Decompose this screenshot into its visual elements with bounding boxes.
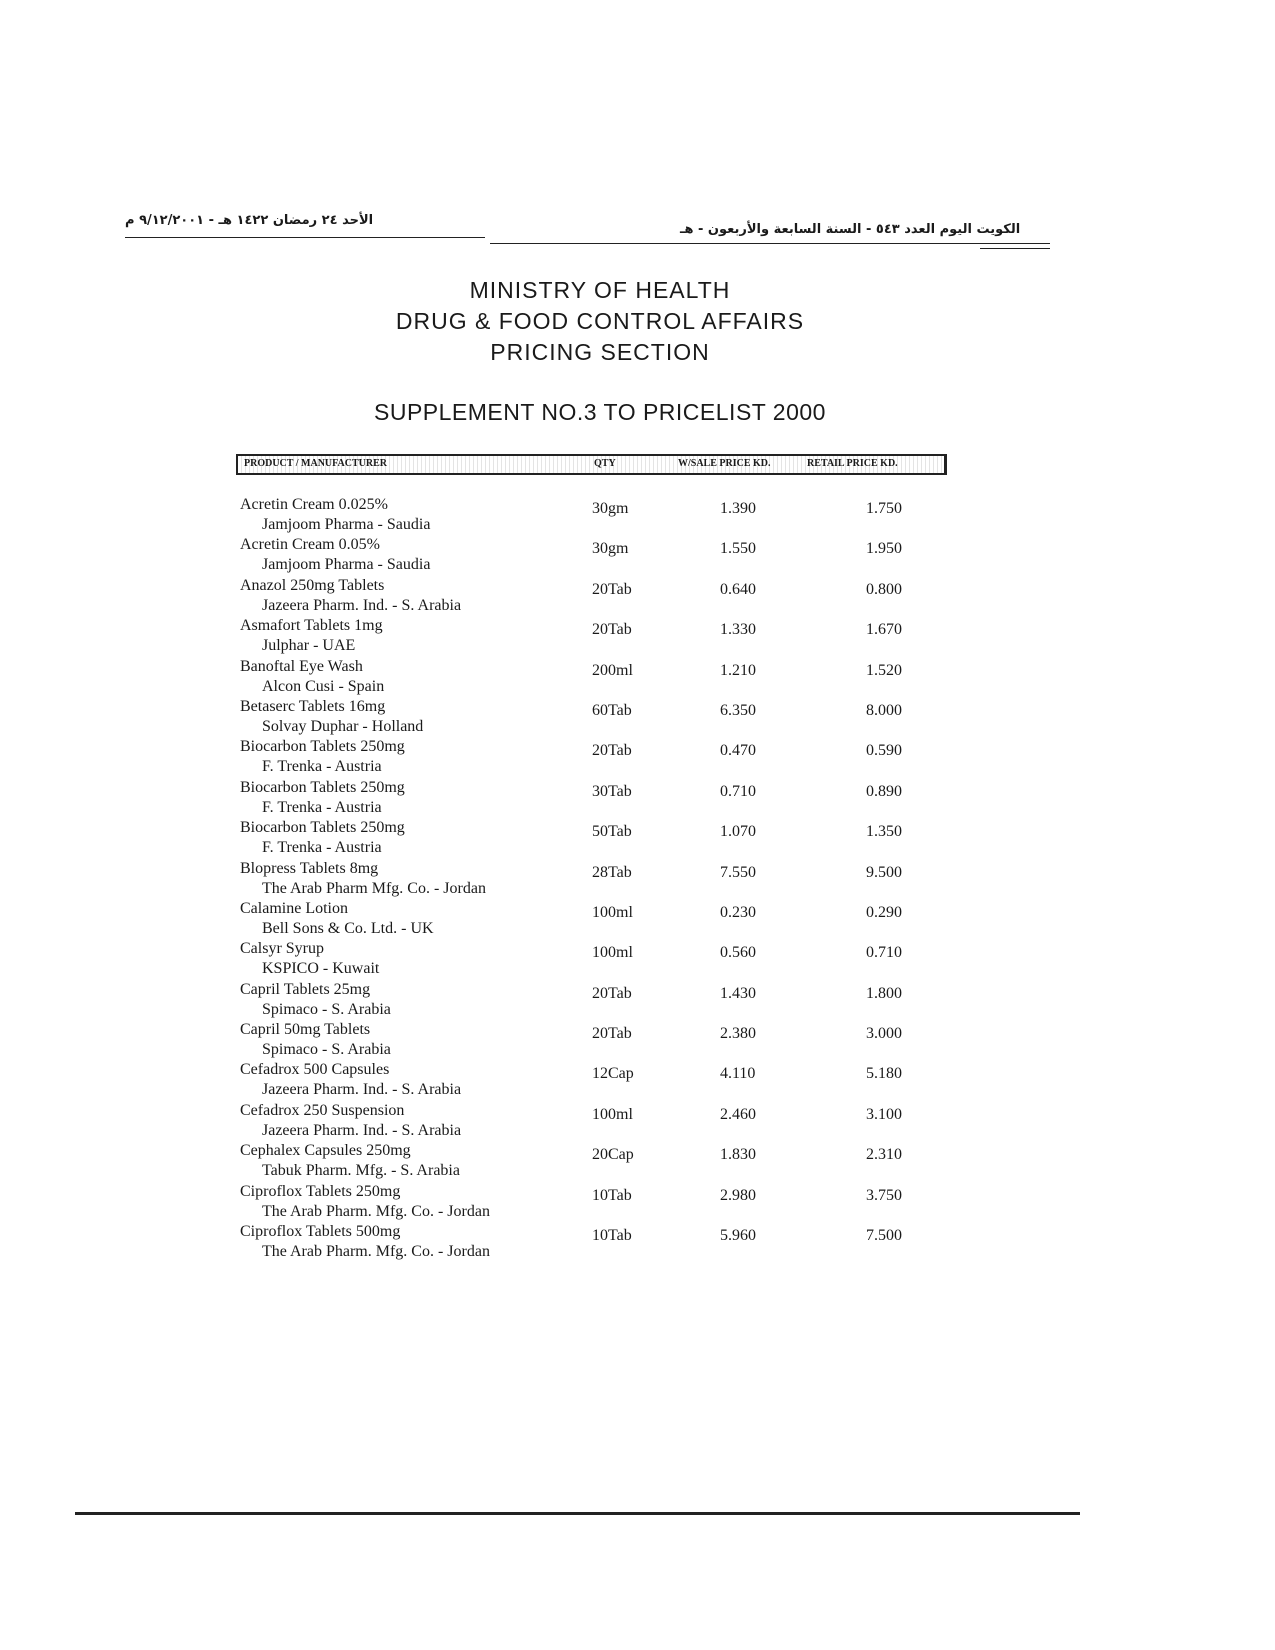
table-row xyxy=(236,1183,956,1223)
wholesale-price: 0.470 xyxy=(720,742,756,760)
table-header xyxy=(236,454,947,475)
table-row xyxy=(236,981,956,1021)
retail-price: 0.890 xyxy=(866,782,902,800)
table-row xyxy=(236,617,956,657)
retail-price: 7.500 xyxy=(866,1227,902,1245)
table-row xyxy=(236,1102,956,1142)
pack-quantity: 100ml xyxy=(592,1105,633,1123)
table-row xyxy=(236,536,956,576)
manufacturer-name: The Arab Pharm. Mfg. Co. - Jordan xyxy=(262,1243,490,1261)
product-name: Capril 50mg Tablets xyxy=(240,1021,371,1039)
pack-quantity: 30Tab xyxy=(592,782,632,800)
manufacturer-name: The Arab Pharm. Mfg. Co. - Jordan xyxy=(262,1202,490,1220)
department-title: DRUG & FOOD CONTROL AFFAIRS xyxy=(395,308,805,334)
manufacturer-name: Julphar - UAE xyxy=(262,637,356,655)
product-name: Asmafort Tablets 1mg xyxy=(240,617,383,635)
pack-quantity: 20Tab xyxy=(592,580,632,598)
manufacturer-name: F. Trenka - Austria xyxy=(262,798,382,816)
pack-quantity: 20Tab xyxy=(592,984,632,1002)
wholesale-price: 0.230 xyxy=(720,903,756,921)
footer-rule xyxy=(75,1512,1080,1515)
table-row xyxy=(236,738,956,778)
manufacturer-name: Jamjoom Pharma - Saudia xyxy=(262,556,431,574)
wholesale-price: 1.330 xyxy=(720,621,756,639)
wholesale-price: 0.710 xyxy=(720,782,756,800)
header-rule-mid xyxy=(490,243,1050,244)
pack-quantity: 30gm xyxy=(592,500,629,517)
wholesale-price: 1.550 xyxy=(720,540,756,558)
wholesale-price: 5.960 xyxy=(720,1227,756,1245)
product-name: Betaserc Tablets 16mg xyxy=(240,697,386,715)
retail-price: 0.590 xyxy=(866,742,902,760)
table-row xyxy=(236,940,956,980)
header-qty: QTY xyxy=(594,458,616,469)
manufacturer-name: Jazeera Pharm. Ind. - S. Arabia xyxy=(262,1081,462,1099)
table-row xyxy=(236,658,956,698)
table-row xyxy=(236,1021,956,1061)
product-name: Cefadrox 500 Capsules xyxy=(240,1061,390,1079)
retail-price: 3.100 xyxy=(866,1105,902,1123)
product-name: Capril Tablets 25mg xyxy=(240,980,371,998)
retail-price: 1.670 xyxy=(866,621,902,639)
manufacturer-name: Jamjoom Pharma - Saudia xyxy=(262,516,431,533)
pack-quantity: 10Tab xyxy=(592,1227,632,1245)
manufacturer-name: Spimaco - S. Arabia xyxy=(262,1000,391,1018)
wholesale-price: 1.830 xyxy=(720,1146,756,1164)
table-row xyxy=(236,779,956,819)
header-product: PRODUCT / MANUFACTURER xyxy=(244,458,387,469)
product-name: Biocarbon Tablets 250mg xyxy=(240,778,405,796)
table-row xyxy=(236,496,956,536)
pack-quantity: 20Tab xyxy=(592,1025,632,1043)
retail-price: 1.950 xyxy=(866,540,902,558)
product-name: Ciproflox Tablets 500mg xyxy=(240,1223,401,1241)
table-row xyxy=(236,1142,956,1182)
wholesale-price: 0.640 xyxy=(720,580,756,598)
wholesale-price: 6.350 xyxy=(720,701,756,719)
pack-quantity: 20Tab xyxy=(592,621,632,639)
pack-quantity: 100ml xyxy=(592,903,633,921)
wholesale-price: 1.210 xyxy=(720,661,756,679)
product-name: Calsyr Syrup xyxy=(240,940,324,958)
table-row xyxy=(236,698,956,738)
table-row xyxy=(236,1061,956,1101)
price-table xyxy=(236,496,956,1263)
product-name: Cefadrox 250 Suspension xyxy=(240,1101,405,1119)
table-row xyxy=(236,577,956,617)
product-name: Acretin Cream 0.05% xyxy=(240,536,380,554)
pack-quantity: 10Tab xyxy=(592,1186,632,1204)
table-row xyxy=(236,900,956,940)
gazette-issue: الكويت اليوم العدد ٥٤٣ - السنة السابعة والأربعون - هـ xyxy=(680,222,1021,237)
product-name: Anazol 250mg Tablets xyxy=(240,576,385,594)
pack-quantity: 20Tab xyxy=(592,742,632,760)
document-heading xyxy=(300,275,900,368)
table-row xyxy=(236,1223,956,1263)
product-name: Blopress Tablets 8mg xyxy=(240,859,379,877)
manufacturer-name: The Arab Pharm Mfg. Co. - Jordan xyxy=(262,879,486,897)
manufacturer-name: Tabuk Pharm. Mfg. - S. Arabia xyxy=(262,1162,460,1180)
wholesale-price: 2.980 xyxy=(720,1186,756,1204)
retail-price: 3.750 xyxy=(866,1186,902,1204)
retail-price: 1.520 xyxy=(866,661,902,679)
header-wsale-price: W/SALE PRICE KD. xyxy=(678,458,771,469)
wholesale-price: 4.110 xyxy=(720,1065,756,1083)
wholesale-price: 1.430 xyxy=(720,984,756,1002)
product-name: Biocarbon Tablets 250mg xyxy=(240,738,405,756)
header-rule-left xyxy=(125,237,485,238)
pack-quantity: 12Cap xyxy=(592,1065,634,1083)
product-name: Biocarbon Tablets 250mg xyxy=(240,819,405,837)
pack-quantity: 30gm xyxy=(592,540,629,558)
wholesale-price: 0.560 xyxy=(720,944,756,962)
pack-quantity: 50Tab xyxy=(592,823,632,841)
header-rule-right xyxy=(980,248,1050,249)
manufacturer-name: Bell Sons & Co. Ltd. - UK xyxy=(262,919,434,937)
pack-quantity: 60Tab xyxy=(592,701,632,719)
manufacturer-name: Spimaco - S. Arabia xyxy=(262,1041,391,1059)
gazette-date: الأحد ٢٤ رمضان ١٤٢٢ هـ - ٩/١٢/٢٠٠١ م xyxy=(125,213,374,228)
wholesale-price: 2.460 xyxy=(720,1105,756,1123)
manufacturer-name: Jazeera Pharm. Ind. - S. Arabia xyxy=(262,1121,462,1139)
product-name: Cephalex Capsules 250mg xyxy=(240,1142,411,1160)
retail-price: 1.800 xyxy=(866,984,902,1002)
product-name: Ciproflox Tablets 250mg xyxy=(240,1182,401,1200)
manufacturer-name: KSPICO - Kuwait xyxy=(262,960,380,978)
manufacturer-name: Solvay Duphar - Holland xyxy=(262,717,424,735)
retail-price: 3.000 xyxy=(866,1025,902,1043)
product-name: Banoftal Eye Wash xyxy=(240,657,363,675)
pack-quantity: 28Tab xyxy=(592,863,632,881)
table-row xyxy=(236,860,956,900)
table-row xyxy=(236,819,956,859)
manufacturer-name: F. Trenka - Austria xyxy=(262,758,382,776)
retail-price: 8.000 xyxy=(866,701,902,719)
manufacturer-name: F. Trenka - Austria xyxy=(262,839,382,857)
retail-price: 9.500 xyxy=(866,863,902,881)
supplement-title: SUPPLEMENT NO.3 TO PRICELIST 2000 xyxy=(374,399,826,425)
wholesale-price: 1.390 xyxy=(720,500,756,517)
header-retail-price: RETAIL PRICE KD. xyxy=(807,458,898,469)
retail-price: 1.750 xyxy=(866,500,902,517)
manufacturer-name: Alcon Cusi - Spain xyxy=(262,677,385,695)
pack-quantity: 200ml xyxy=(592,661,633,679)
pack-quantity: 100ml xyxy=(592,944,633,962)
manufacturer-name: Jazeera Pharm. Ind. - S. Arabia xyxy=(262,596,462,614)
wholesale-price: 7.550 xyxy=(720,863,756,881)
product-name: Acretin Cream 0.025% xyxy=(240,496,388,513)
retail-price: 0.290 xyxy=(866,903,902,921)
retail-price: 0.800 xyxy=(866,580,902,598)
wholesale-price: 2.380 xyxy=(720,1025,756,1043)
pack-quantity: 20Cap xyxy=(592,1146,634,1164)
retail-price: 1.350 xyxy=(866,823,902,841)
section-title: PRICING SECTION xyxy=(490,339,710,365)
wholesale-price: 1.070 xyxy=(720,823,756,841)
retail-price: 5.180 xyxy=(866,1065,902,1083)
product-name: Calamine Lotion xyxy=(240,899,348,917)
retail-price: 0.710 xyxy=(866,944,902,962)
ministry-title: MINISTRY OF HEALTH xyxy=(469,277,731,303)
retail-price: 2.310 xyxy=(866,1146,902,1164)
